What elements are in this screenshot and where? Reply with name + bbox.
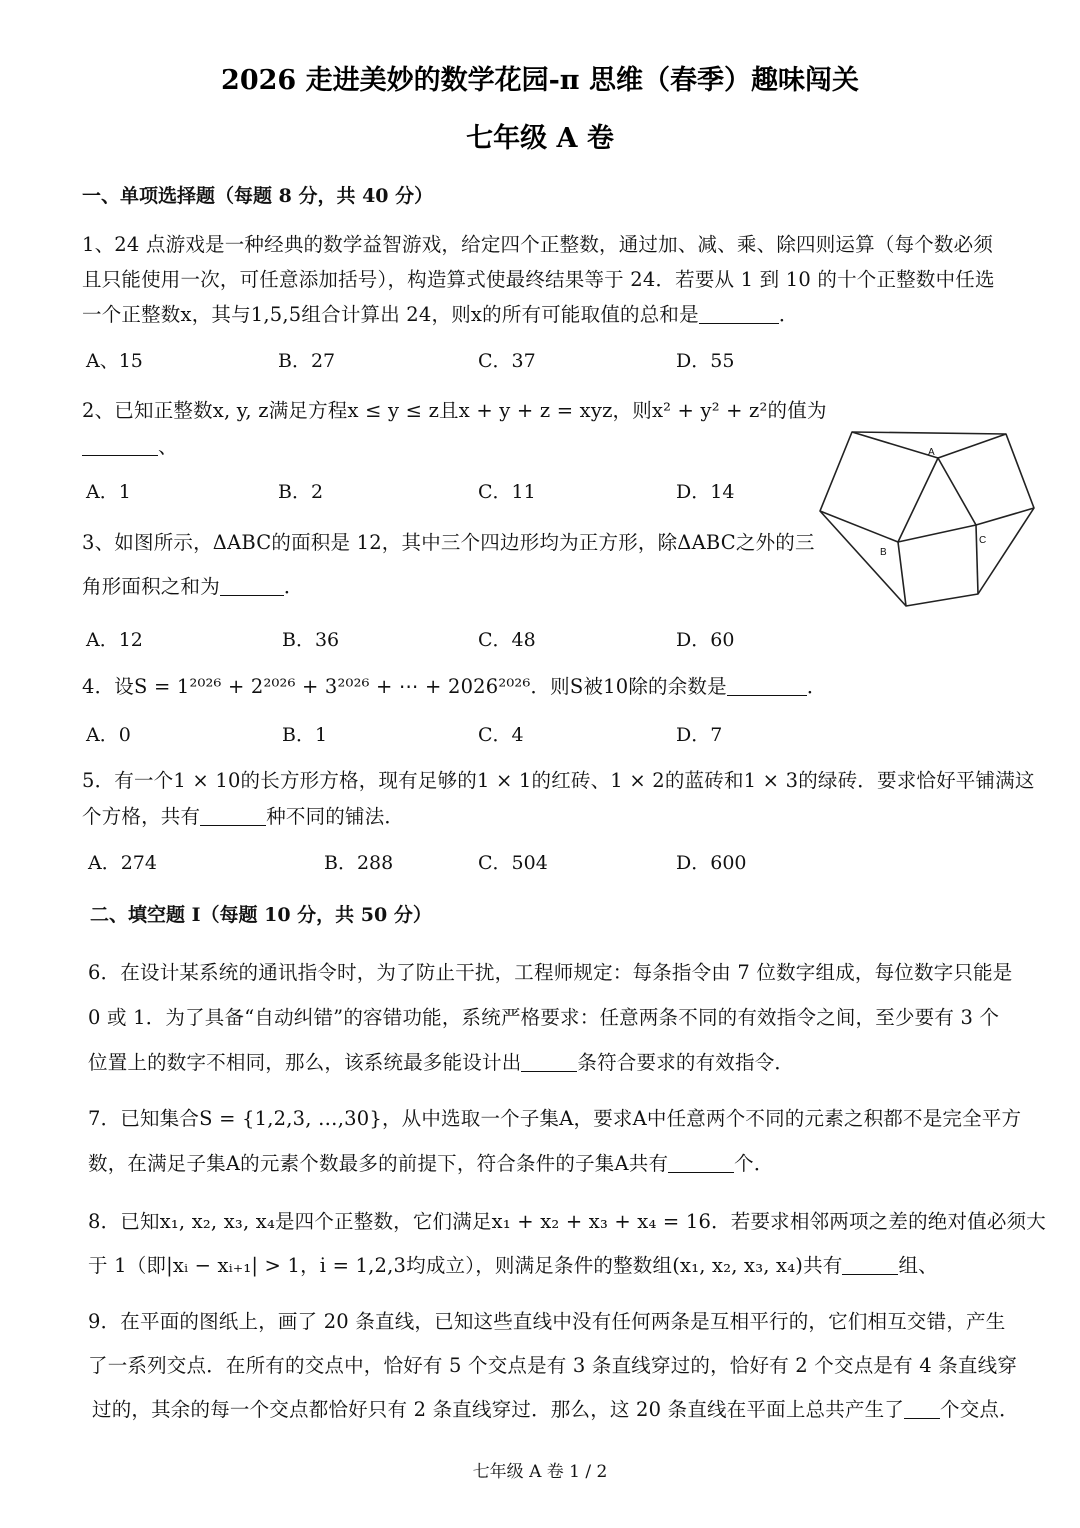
q9-line-1: 9．在平面的图纸上，画了 20 条直线，已知这些直线中没有任何两条是互相平行的，它们相互交错，产生	[88, 1310, 1006, 1333]
q5-option-d: D．600	[676, 852, 747, 874]
figure-edge	[938, 434, 1006, 458]
q2-line-2	[82, 431, 178, 459]
figure-edge	[852, 432, 938, 458]
q6-line-3b-text: 条符合要求的有效指令．	[577, 1051, 795, 1074]
q5-line-2a-text: 个方格，共有	[82, 805, 201, 828]
q5-option-c: C．504	[478, 852, 548, 874]
q7-line-2	[88, 1148, 774, 1176]
figure-label-b: B	[880, 547, 887, 558]
q6-line-1: 6．在设计某系统的通讯指令时，为了防止干扰，工程师规定：每条指令由 7 位数字组成，每位数字只能是	[88, 961, 1013, 984]
figure-label-c: C	[979, 535, 987, 546]
triangle-squares-figure	[812, 428, 1040, 614]
exam-title: 2026 走进美妙的数学花园-π 思维（春季）趣味闯关	[221, 65, 859, 96]
q1-line-2: 且只能使用一次，可任意添加括号），构造算式使最终结果等于 24．若要从 1 到 10 的十个正整数中任选	[82, 268, 995, 291]
page-footer: 七年级 A 卷 1 / 2	[472, 1462, 608, 1482]
section-1-heading: 一、单项选择题（每题 8 分，共 40 分）	[82, 185, 434, 207]
q1-option-c: C．37	[478, 350, 536, 372]
q6-line-3a-text: 位置上的数字不相同，那么，该系统最多能设计出	[88, 1051, 522, 1074]
q2-end-punct: 、	[158, 435, 178, 458]
q8-line-2b-text: 组、	[898, 1254, 938, 1277]
q4-option-c: C．4	[478, 724, 524, 746]
q3-option-b: B．36	[282, 629, 340, 651]
q5-line-1: 5．有一个1 × 10的长方形方格，现有足够的1 × 1的红砖、1 × 2的蓝砖和1 × 3的绿砖．要求恰好平铺满这	[82, 769, 1035, 792]
q8-line-2	[88, 1250, 938, 1278]
q2-option-a: A．1	[86, 481, 131, 503]
q2-answer-blank[interactable]	[82, 436, 158, 457]
figure-edge	[898, 542, 906, 606]
exam-subtitle: 七年级 A 卷	[466, 123, 614, 154]
q2-line-1: 2、已知正整数x, y, z满足方程x ≤ y ≤ z且x + y + z = xyz，则x² + y² + z²的值为	[82, 399, 827, 422]
q5-line-2b-text: 种不同的铺法．	[266, 805, 405, 828]
q3-option-d: D．60	[676, 629, 735, 651]
section-2-heading: 二、填空题 I（每题 10 分，共 50 分）	[90, 904, 432, 926]
q7-line-2a-text: 数，在满足子集A的元素个数最多的前提下，符合条件的子集A共有	[88, 1152, 669, 1175]
q9-line-3b-text: 个交点．	[940, 1398, 1019, 1421]
q4-option-d: D．7	[676, 724, 723, 746]
q2-option-c: C．11	[478, 481, 536, 503]
figure-edge	[820, 511, 898, 542]
q3-end-punct: ．	[283, 575, 304, 598]
q1-option-d: D．55	[676, 350, 735, 372]
q5-answer-blank[interactable]	[200, 806, 266, 827]
q8-line-2a-text: 于 1（即|xᵢ − xᵢ₊₁| > 1，i = 1,2,3均成立），则满足条件的整数组(x₁, x₂, x₃, x₄)共有	[88, 1254, 843, 1277]
q3-line-1: 3、如图所示，ΔABC的面积是 12，其中三个四边形均为正方形，除ΔABC之外的三	[82, 531, 815, 554]
q3-option-c: C．48	[478, 629, 536, 651]
q5-option-b: B．288	[324, 852, 394, 874]
q6-line-2: 0 或 1．为了具备“自动纠错”的容错功能，系统严格要求：任意两条不同的有效指令之间，至少要有 3 个	[88, 1006, 1000, 1029]
figure-outline	[820, 432, 1034, 606]
q1-line-1: 1、24 点游戏是一种经典的数学益智游戏，给定四个正整数，通过加、减、乘、除四则运算（每个数必须	[82, 233, 994, 256]
q1-option-a: A、15	[86, 350, 143, 372]
q1-line-3	[82, 299, 799, 327]
q9-answer-blank[interactable]	[904, 1399, 940, 1420]
figure-label-a: A	[928, 447, 935, 458]
q4-line-1-text: 4．设S = 1²⁰²⁶ + 2²⁰²⁶ + 3²⁰²⁶ + ⋯ + 2026²⁰²⁶．则S被10除的余数是	[82, 675, 727, 698]
q8-answer-blank[interactable]	[842, 1255, 898, 1276]
q6-answer-blank[interactable]	[521, 1052, 577, 1073]
q7-answer-blank[interactable]	[668, 1153, 734, 1174]
q4-option-b: B．1	[282, 724, 328, 746]
q4-option-a: A．0	[86, 724, 131, 746]
q8-line-1: 8．已知x₁, x₂, x₃, x₄是四个正整数，它们满足x₁ + x₂ + x₃ + x₄ = 16．若要求相邻两项之差的绝对值必须大	[88, 1210, 1046, 1233]
q3-answer-blank[interactable]	[220, 576, 284, 597]
q1-answer-blank[interactable]	[699, 304, 779, 325]
triangle-abc	[898, 458, 976, 542]
q2-option-d: D．14	[676, 481, 735, 503]
q5-line-2	[82, 801, 404, 829]
figure-edge	[976, 525, 978, 594]
q3-line-2-text: 角形面积之和为	[82, 575, 220, 598]
q2-option-b: B．2	[278, 481, 324, 503]
q4-answer-blank[interactable]	[727, 676, 807, 697]
q1-end-punct: ．	[778, 303, 799, 326]
q3-option-a: A．12	[86, 629, 143, 651]
q9-line-2: 了一系列交点．在所有的交点中，恰好有 5 个交点是有 3 条直线穿过的，恰好有 2 个交点是有 4 条直线穿	[88, 1354, 1018, 1377]
q1-line-3-text: 一个正整数x，其与1,5,5组合计算出 24，则x的所有可能取值的总和是	[82, 303, 699, 326]
q7-line-1: 7．已知集合S = {1,2,3, …,30}，从中选取一个子集A，要求A中任意两个不同的元素之积都不是完全平方	[88, 1107, 1022, 1130]
q4-end-punct: ．	[806, 675, 827, 698]
q4-line-1	[82, 671, 827, 699]
q9-line-3	[92, 1394, 1019, 1422]
q6-line-3	[88, 1047, 794, 1075]
q3-line-2	[82, 571, 304, 599]
q1-option-b: B．27	[278, 350, 336, 372]
q7-line-2b-text: 个．	[734, 1152, 774, 1175]
q9-line-3a-text: 过的，其余的每一个交点都恰好只有 2 条直线穿过．那么，这 20 条直线在平面上总共产生了	[92, 1398, 905, 1421]
q5-option-a: A．274	[88, 852, 157, 874]
